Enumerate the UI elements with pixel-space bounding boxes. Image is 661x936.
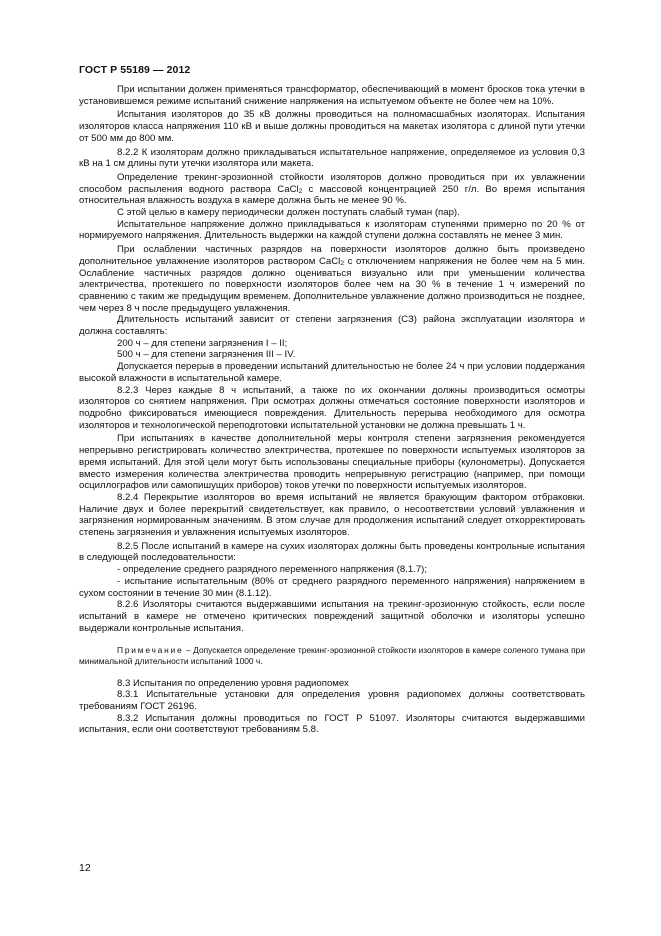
document-body	[79, 84, 585, 736]
note-text: – Допускается определение трекинг-эрозионной стойкости изоляторов в камере соленого тумана при минимальной длительности испытаний 1000 ч.	[79, 645, 585, 666]
paragraph-text: Определение трекинг-эрозионной стойкости изоляторов должно проводиться при их увлажнении способом распыления водного раствора CaCl	[79, 171, 585, 195]
note	[79, 645, 585, 666]
subscript: 2	[298, 187, 303, 195]
paragraph: При испытаниях в качестве дополнительной меры контроля степени загрязнения рекомендуется непрерывно регистрировать количество электричества, протекшее по поверхности испытуемых изоляторов за время испытаний. Для этой цели могут быть использованы специальные приборы (кулонометры). Допускается вместо измерения количества электричества проводить непрерывную регистрацию (например, при помощи осциллографов или самопишущих приборов) токов утечки по поверхности испытуемых изоляторов.	[79, 433, 585, 492]
paragraph-text: с отключением напряжения не более чем на 5 мин. Ослабление частичных разрядов должно оцениваться визуально или при уменьшении количества электричества, протекшего по поверхности изоляторов более чем на 30 % в течение 1 ч измерений по сравнению с таким же предыдущим временем. Дополнительное увлажнение должно производиться не позднее, чем через 8 ч после предыдущего увлажнения.	[79, 255, 585, 314]
document-header: ГОСТ Р 55189 — 2012	[79, 64, 191, 76]
paragraph: 8.2.5 После испытаний в камере на сухих изоляторах должны быть проведены контрольные испытания в следующей последовательности:	[79, 540, 585, 564]
list-item: 500 ч – для степени загрязнения III – IV.	[117, 349, 296, 361]
paragraph	[79, 172, 585, 207]
paragraph-text: При ослаблении частичных разрядов на поверхности изоляторов должно быть произведено дополнительное увлажнение изоляторов раствором CaCl	[79, 244, 585, 267]
note-label: Примечание	[117, 645, 184, 656]
paragraph: 8.3.2 Испытания должны проводиться по ГОСТ Р 51097. Изоляторы считаются выдержавшими испытания, если они соответствуют требованиям 5.8.	[79, 712, 585, 736]
paragraph: 8.2.3 Через каждые 8 ч испытаний, а также по их окончании должны производиться осмотры изоляторов со снятием напряжения. При осмотрах должны отмечаться состояние поверхности изоляторов и подробно фиксироваться имеющиеся повреждения. Длительность перерыва необходимого для осмотра изоляторов и технологической переподготовки испытательной установки не должна превышать 1 ч.	[79, 384, 585, 431]
list-item: 200 ч – для степени загрязнения I – II;	[117, 337, 288, 349]
paragraph	[79, 244, 585, 314]
paragraph: 8.3.1 Испытательные установки для определения уровня радиопомех должны соответствовать требованиям ГОСТ 26196.	[79, 689, 585, 712]
section-title: 8.3 Испытания по определению уровня радиопомех	[117, 677, 349, 689]
paragraph: Длительность испытаний зависит от степени загрязнения (СЗ) района эксплуатации изолятора и должна составлять:	[79, 314, 585, 338]
paragraph: 8.2.2 К изоляторам должно прикладываться испытательное напряжение, определяемое из условия 0,3 кВ на 1 см длины пути утечки изолятора или макета.	[79, 146, 585, 170]
paragraph-text: с массовой концентрацией 250 г/л. Во время испытания относительная влажность воздуха в камере должна быть не менее 90 %.	[79, 183, 585, 207]
paragraph: 8.2.6 Изоляторы считаются выдержавшими испытания на трекинг-эрозионную стойкость, если после испытаний в камере не отмечено критических повреждений защитной оболочки и изоляторы успешно выдержали контрольные испытания.	[79, 599, 585, 634]
list-item: - определение среднего разрядного переменного напряжения (8.1.7);	[117, 564, 428, 576]
page-number: 12	[79, 862, 91, 874]
paragraph: 8.2.4 Перекрытие изоляторов во время испытаний не является бракующим фактором отбраковки. Наличие двух и более перекрытий свидетельствует, как правило, о несоответствии условий увлажнения и загрязнения нормированным значениям. В этом случае для продолжения испытаний следует откорректировать степень загрязнения и увлажнения испытуемых изоляторов.	[79, 491, 585, 539]
list-item: - испытание испытательным (80% от среднего разрядного переменного напряжения) напряжением в сухом состоянии в течение 30 мин (8.1.12).	[79, 575, 585, 599]
paragraph: Допускается перерыв в проведении испытаний длительностью не более 24 ч при условии поддержания высокой влажности в испытательной камере.	[79, 361, 585, 384]
paragraph: При испытании должен применяться трансформатор, обеспечивающий в момент бросков тока утечки в установившемся режиме испытаний снижение напряжения на испытуемом объекте не более чем на 10%.	[79, 84, 585, 107]
paragraph: Испытания изоляторов до 35 кВ должны проводиться на полномасшабных изоляторах. Испытания изоляторов класса напряжения 110 кВ и выше должны проводиться на макетах изолятора с длиной пути утечки от 500 мм до 800 мм.	[79, 109, 585, 144]
subscript: 2	[340, 259, 344, 267]
paragraph: С этой целью в камеру периодически должен поступать слабый туман (пар).	[117, 207, 460, 219]
paragraph: Испытательное напряжение должно прикладываться к изоляторам ступенями примерно по 20 % от нормируемого напряжения. Длительность выдержки на каждой ступени должна составлять не менее 3 мин.	[79, 218, 585, 242]
